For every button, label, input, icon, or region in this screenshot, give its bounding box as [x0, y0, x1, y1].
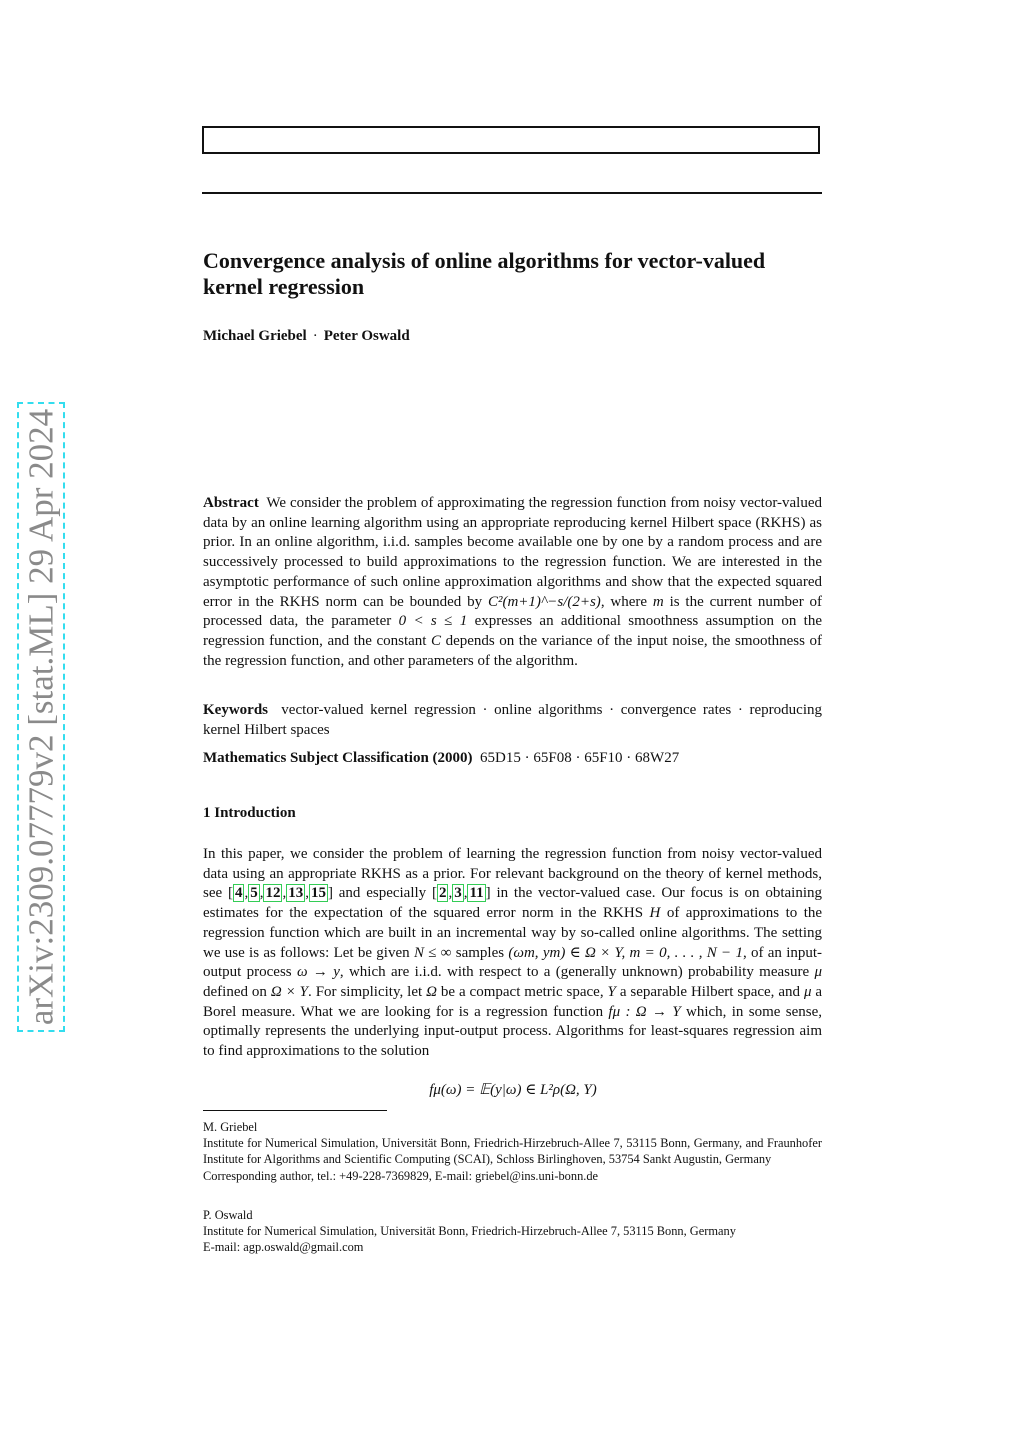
math-inline: Ω: [426, 983, 437, 1000]
keywords: [203, 701, 822, 740]
intro-paragraph: In this paper, we consider the problem of learning the regression function from noisy vector-valued data using an appropriate RKHS as a prior. For relevant background on the theory of kernel methods, see [ 4 , 5 , 12 , 13 , 15 ] and especially [ 2 , 3 , 11 ] in the vector-valued case. Our focus is on obtaining estimates for the expectation of the squared error norm in the RKHS H of approximations to the regression function which are built in an incremental way by so-called online algorithms. The setting we use is as follows: Let be given N ≤ ∞ samples (ωm, ym) ∈ Ω × Y, m = 0, . . . , N − 1, of an input-output process ω → y, which are i.i.d. with respect to a (generally unknown) probability measure μ defined on Ω × Y. For simplicity, let Ω be a compact metric space, Y a separable Hilbert space, and μ a Borel measure. What we are looking for is a regression function fμ : Ω → Y which, in some sense, optimally represents the underlying input-output process. Algorithms for least-squares regression aim to find approximations to the solution: [203, 846, 823, 1060]
author-separator: ·: [312, 328, 318, 344]
math-inline: 0 < s ≤ 1: [398, 613, 468, 630]
math-inline: Y: [607, 983, 616, 1000]
citation-link[interactable]: 4: [234, 885, 243, 902]
footnote-author-1: [203, 1119, 822, 1184]
footnote-rule: [203, 1110, 387, 1111]
footnote-author-name: P. Oswald: [203, 1208, 253, 1222]
display-equation: fμ(ω) = 𝔼(y|ω) ∈ L²ρ(Ω, Y): [429, 1082, 597, 1098]
msc-codes: 65D15 · 65F08 · 65F10 · 68W27: [480, 750, 680, 766]
arxiv-margin-stamp[interactable]: [17, 402, 65, 1032]
author-name: Michael Griebel: [203, 328, 307, 344]
abstract: Abstract We consider the problem of approximating the regression function from noisy vector-valued data by an online learning algorithm using an appropriate reproducing kernel Hilbert space (RKHS) as prior. In an online algorithm, i.i.d. samples become available one by one by a random process and are successively processed to build approximations to the regression function. We are interested in the asymptotic performance of such online approximation algorithms and show that the expected squared error in the RKHS norm can be bounded by C²(m+1)^−s/(2+s), where m is the current number of processed data, the parameter 0 < s ≤ 1 expresses an additional smoothness assumption on the regression function, and the constant C depends on the variance of the input noise, the smoothness of the regression function, and other parameters of the algorithm.: [203, 495, 823, 669]
footnote-affiliation: Institute for Numerical Simulation, Universität Bonn, Friedrich-Hirzebruch-Allee 7, 53115 Bonn, Germany, and Fraunhofer Institute for Algorithms and Scientific Computing (SCAI), Schloss Birlinghoven, 53754 Sankt Augustin, Germany: [203, 1136, 822, 1167]
msc-label: Mathematics Subject Classification (2000): [203, 750, 473, 766]
footnote-contact: E-mail: agp.oswald@gmail.com: [203, 1240, 364, 1255]
math-inline: N ≤ ∞: [413, 944, 452, 961]
footnote-author-name: M. Griebel: [203, 1120, 258, 1134]
section-heading: 1 Introduction: [203, 805, 296, 821]
citation-link[interactable]: 15: [310, 885, 326, 902]
footnote-contact: Corresponding author, tel.: +49-228-7369829, E-mail: griebel@ins.uni-bonn.de: [203, 1168, 599, 1183]
citation-link[interactable]: 12: [265, 885, 281, 902]
author-list: [203, 328, 410, 345]
abstract-label: Abstract: [203, 495, 259, 511]
keywords-label: Keywords: [203, 702, 268, 718]
math-inline: μ: [814, 964, 823, 981]
math-inline: fμ : Ω → Y: [608, 1003, 681, 1020]
keywords-text: vector-valued kernel regression · online algorithms · convergence rates · reproducing kernel Hilbert spaces: [203, 702, 822, 738]
citation-link[interactable]: 13: [288, 885, 304, 902]
paper-title: Convergence analysis of online algorithms for vector-valued kernel regression: [203, 248, 766, 299]
citation-link[interactable]: 2: [438, 885, 447, 902]
arxiv-identifier: arXiv:2309.07779v2 [stat.ML] 29 Apr 2024: [21, 408, 61, 1026]
math-inline: (ωm, ym) ∈ Ω × Y, m = 0, . . . , N − 1: [508, 944, 743, 961]
citation-link[interactable]: 11: [469, 885, 484, 902]
journal-header-box: [202, 126, 820, 154]
math-inline: C: [431, 632, 442, 649]
footnote-author-2: [203, 1207, 822, 1256]
math-inline: C²(m+1)^−s/(2+s): [487, 593, 601, 610]
math-inline: μ: [803, 983, 812, 1000]
msc-classification: [203, 749, 822, 769]
header-rule: [202, 192, 822, 194]
math-inline: Ω × Y: [270, 983, 309, 1000]
math-inline: H: [649, 905, 661, 922]
author-name: Peter Oswald: [323, 328, 410, 344]
citation-link[interactable]: 5: [250, 885, 258, 902]
math-inline: ω → y: [296, 964, 340, 981]
citation-link[interactable]: 3: [454, 885, 462, 902]
footnote-affiliation: Institute for Numerical Simulation, Universität Bonn, Friedrich-Hirzebruch-Allee 7, 53115 Bonn, Germany: [203, 1224, 736, 1239]
math-inline: m: [652, 593, 664, 610]
